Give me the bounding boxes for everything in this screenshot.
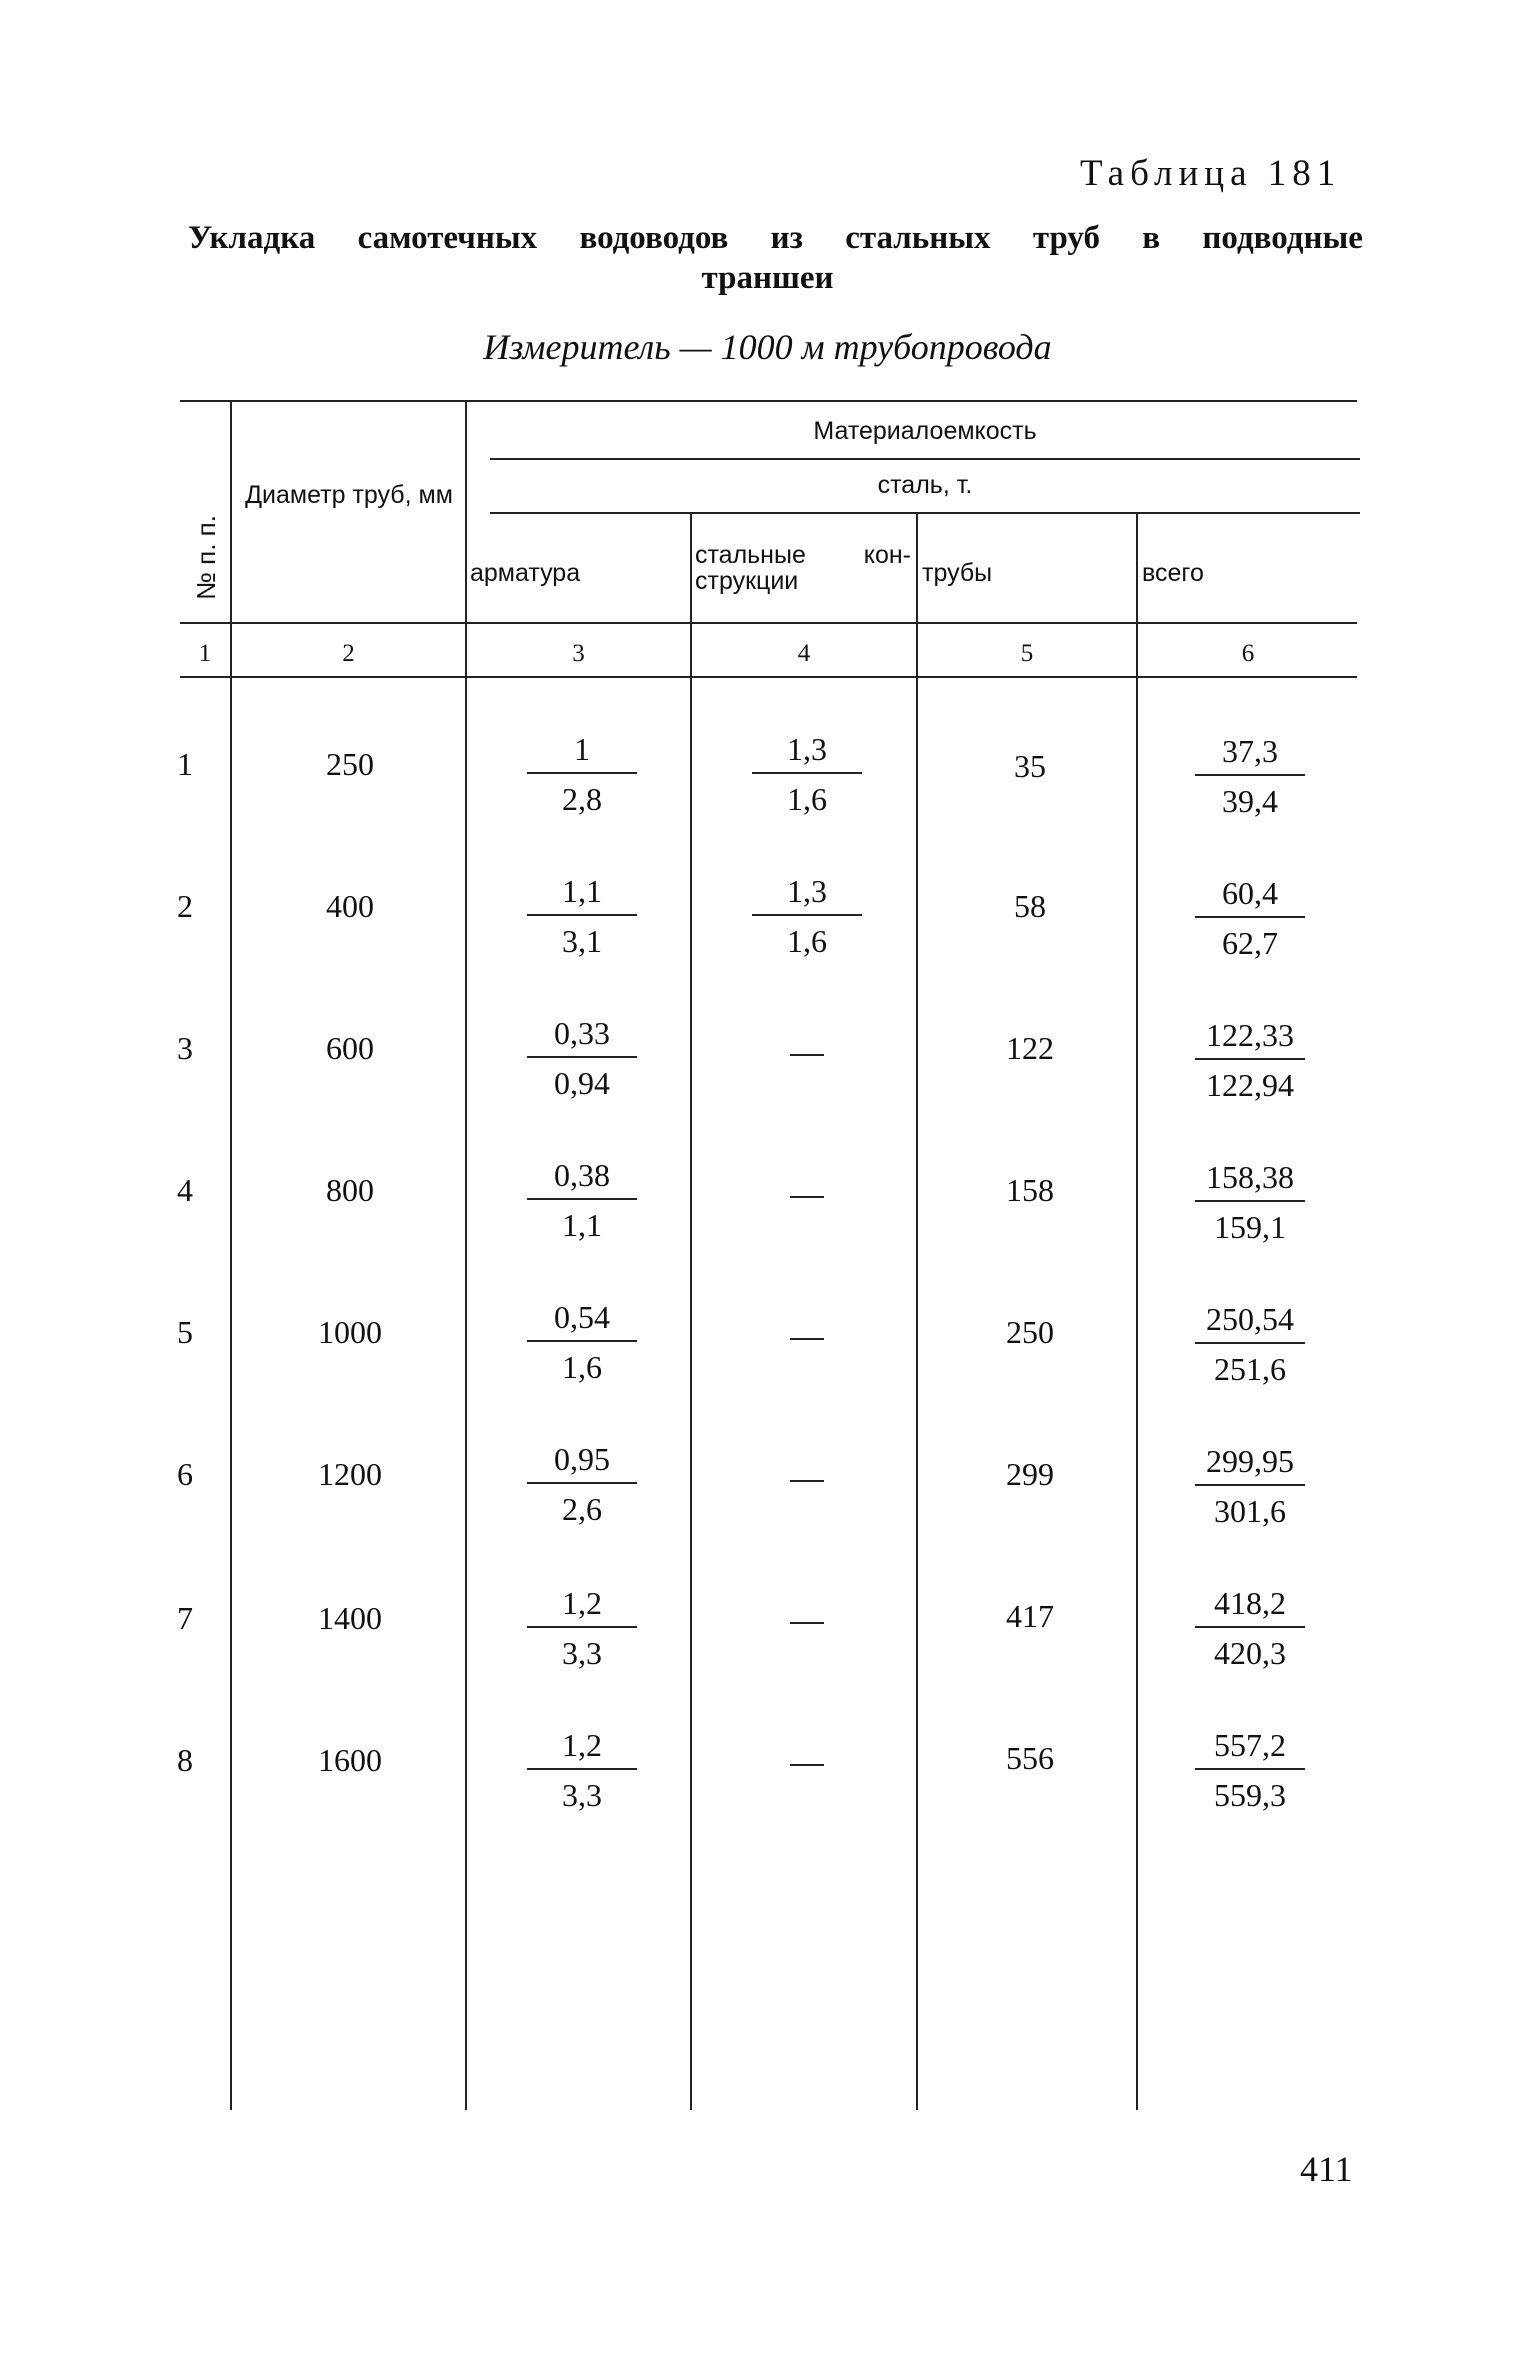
pipes-cell: 556 (1006, 1740, 1054, 1776)
column-number: 2 (342, 640, 355, 667)
reinforcement-denominator: 3,3 (562, 1635, 602, 1671)
fraction-bar (527, 1198, 637, 1200)
total-denominator: 420,3 (1214, 1635, 1286, 1671)
title-word: подводные (1202, 220, 1363, 256)
reinforcement-denominator: 2,6 (562, 1491, 602, 1527)
reinforcement-numerator: 0,54 (554, 1299, 610, 1335)
reinforcement-numerator: 0,38 (554, 1157, 610, 1193)
title-word: из (770, 220, 803, 256)
pipes-cell: 35 (1014, 748, 1046, 784)
reinforcement-numerator: 1 (574, 731, 590, 767)
total-cell (1195, 1442, 1305, 1530)
reinforcement-denominator: 1,1 (562, 1207, 602, 1243)
colnum-bottom-rule (180, 676, 1357, 678)
row-number: 3 (177, 1030, 193, 1066)
empty-dash (790, 1196, 824, 1198)
steel-structures-cell (752, 730, 862, 818)
reinforcement-cell (527, 1298, 637, 1386)
total-cell (1195, 1016, 1305, 1104)
empty-dash (790, 1338, 824, 1340)
col-divider-5 (1136, 512, 1138, 2110)
total-numerator: 158,38 (1206, 1159, 1294, 1195)
steel-structures-cell (752, 872, 862, 960)
diameter-cell: 1000 (318, 1314, 382, 1350)
fraction-bar (752, 772, 862, 774)
reinforcement-numerator: 0,33 (554, 1015, 610, 1051)
steel-structures-numerator: 1,3 (787, 873, 827, 909)
header-bottom-rule (180, 622, 1357, 624)
header-steel-structures: стальные кон-струкции (695, 541, 911, 595)
steel-rule (490, 512, 1360, 514)
total-cell (1195, 1158, 1305, 1246)
row-number: 8 (177, 1742, 193, 1778)
col-divider-3 (690, 512, 692, 2110)
title-word: самотечных (357, 220, 538, 256)
total-denominator: 122,94 (1206, 1067, 1294, 1103)
reinforcement-denominator: 2,8 (562, 781, 602, 817)
column-number: 1 (198, 640, 212, 667)
reinforcement-denominator: 3,1 (562, 923, 602, 959)
title-word: в (1142, 220, 1161, 256)
reinforcement-numerator: 1,2 (562, 1727, 602, 1763)
total-denominator: 301,6 (1214, 1493, 1286, 1529)
header-diameter: Диаметр труб, мм (245, 481, 453, 509)
reinforcement-denominator: 0,94 (554, 1065, 610, 1101)
diameter-cell: 400 (326, 888, 374, 924)
total-denominator: 559,3 (1214, 1777, 1286, 1813)
diameter-cell: 800 (326, 1172, 374, 1208)
title-word: Укладка (188, 220, 316, 256)
fraction-bar (752, 914, 862, 916)
empty-dash (790, 1622, 824, 1624)
fraction-bar (1195, 774, 1305, 776)
total-denominator: 39,4 (1222, 783, 1278, 819)
col-divider-4 (916, 512, 918, 2110)
diameter-cell: 1600 (318, 1742, 382, 1778)
total-numerator: 60,4 (1222, 875, 1278, 911)
header-materials: Материалоемкость (813, 417, 1037, 445)
header-reinforcement: арматура (470, 559, 581, 587)
fraction-bar (1195, 1626, 1305, 1628)
table-number: Таблица 181 (1080, 153, 1342, 194)
steel-structures-numerator: 1,3 (787, 731, 827, 767)
total-numerator: 122,33 (1206, 1017, 1294, 1053)
fraction-bar (1195, 916, 1305, 918)
column-number: 3 (572, 640, 585, 667)
title-word: стальных (845, 220, 991, 256)
pipes-cell: 417 (1006, 1598, 1054, 1634)
diameter-cell: 1400 (318, 1600, 382, 1636)
diameter-cell: 1200 (318, 1456, 382, 1492)
diameter-cell: 600 (326, 1030, 374, 1066)
row-number: 7 (177, 1600, 193, 1636)
total-denominator: 251,6 (1214, 1351, 1286, 1387)
reinforcement-numerator: 0,95 (554, 1441, 610, 1477)
reinforcement-cell (527, 1584, 637, 1672)
materials-rule (490, 458, 1360, 460)
total-denominator: 159,1 (1214, 1209, 1286, 1245)
total-cell (1195, 874, 1305, 962)
diameter-cell: 250 (326, 746, 374, 782)
row-number: 6 (177, 1456, 193, 1492)
reinforcement-denominator: 3,3 (562, 1777, 602, 1813)
header-total: всего (1142, 559, 1204, 587)
row-number: 4 (177, 1172, 193, 1208)
title-word: труб (1032, 220, 1100, 256)
title-word: водоводов (579, 220, 729, 256)
row-number: 5 (177, 1314, 193, 1350)
pipes-cell: 299 (1006, 1456, 1054, 1492)
header-row-number: № п. п. (191, 515, 221, 600)
row-number: 2 (177, 888, 193, 924)
pipes-cell: 58 (1014, 888, 1046, 924)
table-top-rule (180, 400, 1357, 402)
row-number: 1 (177, 746, 193, 782)
fraction-bar (1195, 1200, 1305, 1202)
fraction-bar (527, 914, 637, 916)
column-number: 4 (797, 640, 811, 667)
reinforcement-denominator: 1,6 (562, 1349, 602, 1385)
total-numerator: 557,2 (1214, 1727, 1286, 1763)
total-numerator: 299,95 (1206, 1443, 1294, 1479)
steel-structures-denominator: 1,6 (787, 923, 827, 959)
total-cell (1195, 1726, 1305, 1814)
measure-unit: Измеритель — 1000 м трубопровода (483, 327, 1052, 367)
pipes-cell: 250 (1006, 1314, 1054, 1350)
total-numerator: 37,3 (1222, 733, 1278, 769)
pipes-cell: 122 (1006, 1030, 1054, 1066)
fraction-bar (527, 1482, 637, 1484)
fraction-bar (527, 1340, 637, 1342)
header-pipes: трубы (922, 559, 993, 587)
empty-dash (790, 1480, 824, 1482)
header-steel: сталь, т. (877, 471, 973, 499)
reinforcement-cell (527, 872, 637, 960)
pipes-cell: 158 (1006, 1172, 1054, 1208)
fraction-bar (1195, 1768, 1305, 1770)
total-cell (1195, 732, 1305, 820)
reinforcement-numerator: 1,1 (562, 873, 602, 909)
column-number: 6 (1241, 640, 1255, 667)
reinforcement-cell (527, 1726, 637, 1814)
table-title-line-2: траншеи (701, 260, 834, 296)
fraction-bar (527, 1626, 637, 1628)
fraction-bar (1195, 1058, 1305, 1060)
total-numerator: 250,54 (1206, 1301, 1294, 1337)
reinforcement-cell (527, 1156, 637, 1244)
total-numerator: 418,2 (1214, 1585, 1286, 1621)
reinforcement-numerator: 1,2 (562, 1585, 602, 1621)
table-title-line-1 (188, 220, 1363, 257)
total-denominator: 62,7 (1222, 925, 1278, 961)
fraction-bar (527, 1056, 637, 1058)
reinforcement-cell (527, 1014, 637, 1102)
reinforcement-cell (527, 730, 637, 818)
fraction-bar (1195, 1484, 1305, 1486)
fraction-bar (527, 772, 637, 774)
fraction-bar (1195, 1342, 1305, 1344)
total-cell (1195, 1584, 1305, 1672)
empty-dash (790, 1764, 824, 1766)
fraction-bar (527, 1768, 637, 1770)
page-number: 411 (1300, 2149, 1353, 2189)
empty-dash (790, 1054, 824, 1056)
reinforcement-cell (527, 1440, 637, 1528)
steel-structures-denominator: 1,6 (787, 781, 827, 817)
total-cell (1195, 1300, 1305, 1388)
column-number: 5 (1020, 640, 1034, 667)
